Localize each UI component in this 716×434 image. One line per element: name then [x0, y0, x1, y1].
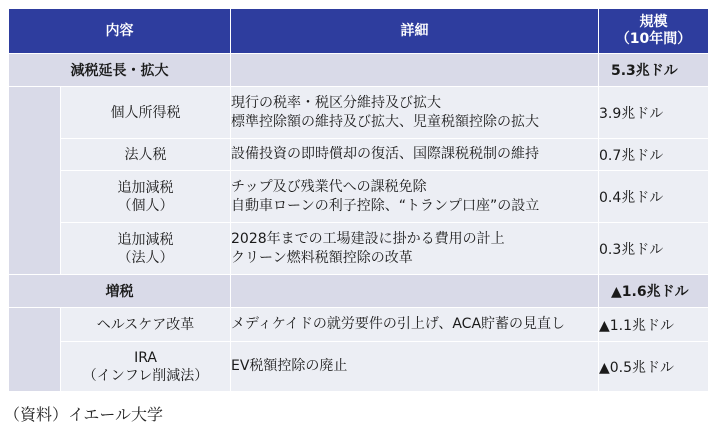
section-detail-empty	[231, 54, 599, 87]
header-content: 内容	[9, 9, 231, 54]
section-indent-cell	[9, 87, 61, 275]
item-label	[61, 223, 231, 275]
item-detail-line: 設備投資の即時償却の復活、国際課税税制の維持	[231, 146, 539, 162]
item-label-line: ヘルスケア改革	[96, 316, 195, 333]
item-detail	[231, 139, 599, 171]
section-label: 減税延長・拡大	[9, 54, 231, 87]
item-detail	[231, 223, 599, 275]
item-label-line: IRA	[134, 349, 157, 366]
item-value: 0.7兆ドル	[599, 139, 709, 171]
item-detail	[231, 308, 599, 342]
item-label-line: 追加減税	[117, 179, 174, 196]
table-row	[9, 87, 709, 139]
item-value: ▲0.5兆ドル	[599, 342, 709, 392]
item-label	[61, 171, 231, 223]
item-label	[61, 308, 231, 342]
item-detail	[231, 171, 599, 223]
item-detail-line: クリーン燃料税額控除の改革	[231, 249, 413, 266]
table-row	[9, 342, 709, 392]
header-scale	[599, 9, 709, 54]
item-detail-line: 自動車ローンの利子控除、“トランプ口座”の設立	[231, 197, 540, 214]
section-row-tax-increases	[9, 275, 709, 308]
table-row	[9, 223, 709, 275]
item-label	[61, 139, 231, 171]
item-value: 0.3兆ドル	[599, 223, 709, 275]
item-label-line: （個人）	[117, 197, 174, 214]
table-row	[9, 308, 709, 342]
item-value: ▲1.1兆ドル	[599, 308, 709, 342]
item-detail-line: 標準控除額の維持及び拡大、児童税額控除の拡大	[231, 113, 539, 130]
item-label-line: 法人税	[124, 146, 167, 163]
section-total: ▲1.6兆ドル	[599, 275, 709, 308]
section-total: 5.3兆ドル	[599, 54, 709, 87]
item-label-line: 追加減税	[117, 231, 174, 248]
item-detail-line: メディケイドの就労要件の引上げ、ACA貯蓄の見直し	[231, 316, 566, 332]
item-value: 0.4兆ドル	[599, 171, 709, 223]
header-scale-period: （10年間）	[615, 31, 692, 47]
source-note: （資料）イエール大学	[4, 405, 164, 424]
header-detail: 詳細	[231, 9, 599, 54]
header-scale-title: 規模	[639, 14, 668, 30]
section-row-tax-cuts	[9, 54, 709, 87]
section-detail-empty	[231, 275, 599, 308]
table-header-row	[9, 9, 709, 54]
item-detail	[231, 87, 599, 139]
item-label-line: （インフレ削減法）	[82, 367, 209, 384]
item-value: 3.9兆ドル	[599, 87, 709, 139]
item-label	[61, 342, 231, 392]
item-detail	[231, 342, 599, 392]
item-label	[61, 87, 231, 139]
item-detail-line: チップ及び残業代への課税免除	[231, 178, 427, 195]
item-label-line: 個人所得税	[110, 104, 181, 121]
item-detail-line: EV税額控除の廃止	[231, 358, 348, 374]
table-row	[9, 139, 709, 171]
item-detail-line: 現行の税率・税区分維持及び拡大	[231, 94, 441, 111]
section-label: 増税	[9, 275, 231, 308]
item-label-line: （法人）	[117, 249, 174, 266]
tax-policy-table	[8, 8, 709, 392]
item-detail-line: 2028年までの工場建設に掛かる費用の計上	[231, 230, 505, 247]
table-row	[9, 171, 709, 223]
section-indent-cell	[9, 308, 61, 392]
